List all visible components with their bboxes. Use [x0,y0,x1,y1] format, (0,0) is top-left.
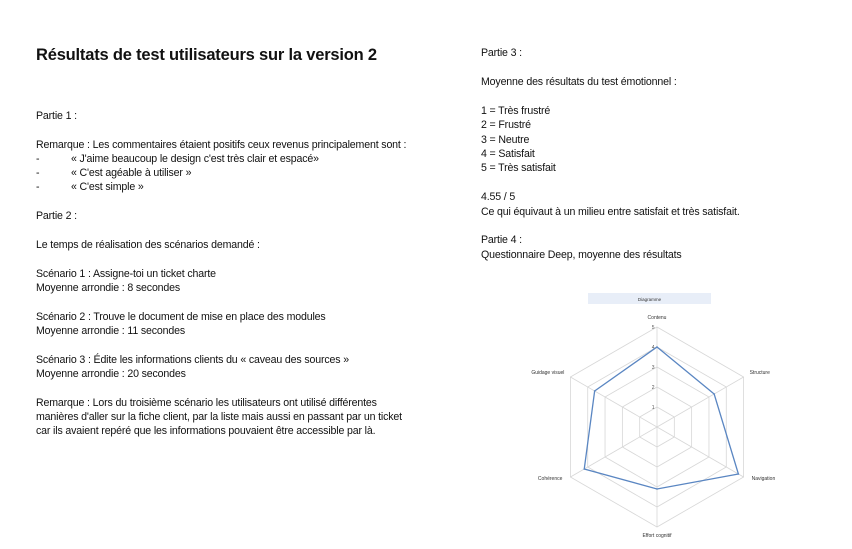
series-line [584,344,738,489]
score-comment: Ce qui équivaut à un milieu entre satisfait et très satisfait. [481,206,740,218]
temps-intro: Le temps de réalisation des scénarios demandé : [36,239,260,251]
chart-title: Diagramme [637,297,662,302]
partie3-heading: Partie 3 : [481,47,522,59]
data-point [656,488,658,490]
axis-label: Structure [749,370,770,376]
tick-label: 5 [651,324,655,331]
tick-label: 2 [651,384,655,391]
tick-label: 4 [651,344,655,351]
radar-chart [520,290,776,540]
scenario2-time: Moyenne arrondie : 11 secondes [36,325,186,337]
partie1-heading: Partie 1 : [36,110,77,122]
scale-item: 3 = Neutre [481,134,530,146]
grid-spoke [657,377,744,427]
data-point [738,473,740,475]
page-title: Résultats de test utilisateurs sur la version 2 [36,46,377,64]
scenario1-text: Scénario 1 : Assigne-toi un ticket charte [36,268,216,280]
scenario2-text: Scénario 2 : Trouve le document de mise en place des modules [36,311,326,323]
partie4-heading: Partie 4 : [481,234,522,246]
grid-spoke [570,377,657,427]
bullet-dash: - [36,181,40,193]
partie2-heading: Partie 2 : [36,210,77,222]
tick-label: 1 [651,404,655,411]
scenario1-time: Moyenne arrondie : 8 secondes [36,282,181,294]
data-point [713,393,715,395]
tick-label: 3 [651,364,655,371]
scenario3-time: Moyenne arrondie : 20 secondes [36,368,186,380]
remarque2-line: car ils avaient repéré que les informations pouvaient être accessible par là. [36,425,376,437]
bullet-dash: - [36,153,40,165]
quote-item: « J'aime beaucoup le design c'est très clair et espacé» [71,153,319,165]
moyenne-intro: Moyenne des résultats du test émotionnel : [481,76,677,88]
data-point [656,346,658,348]
remarque2-line: Remarque : Lors du troisième scénario les utilisateurs ont utilisé différentes [36,397,377,409]
score-value: 4.55 / 5 [481,191,516,203]
data-point [594,390,596,392]
axis-label: Contenu [647,315,667,321]
grid-spoke [570,427,657,477]
quote-item: « C'est agéable à utiliser » [71,167,192,179]
quote-item: « C'est simple » [71,181,144,193]
remarque1-text: Remarque : Les commentaires étaient positifs ceux revenus principalement sont : [36,139,407,151]
scale-item: 5 = Très satisfait [481,162,556,174]
scale-item: 4 = Satisfait [481,148,535,160]
remarque2-line: manières d'aller sur la fiche client, par la liste mais aussi en passant par un ticket [36,411,402,423]
scenario3-text: Scénario 3 : Édite les informations clients du « caveau des sources » [36,354,349,366]
axis-label: Effort cognitif [642,533,672,539]
data-point [583,468,585,470]
bullet-dash: - [36,167,40,179]
scale-item: 2 = Frustré [481,119,531,131]
deep-intro: Questionnaire Deep, moyenne des résultats [481,249,682,261]
axis-label: Guidage visuel [531,370,565,376]
axis-label: Navigation [751,476,776,482]
scale-item: 1 = Très frustré [481,105,551,117]
axis-label: Cohérence [537,476,563,482]
grid-spoke [657,427,744,477]
